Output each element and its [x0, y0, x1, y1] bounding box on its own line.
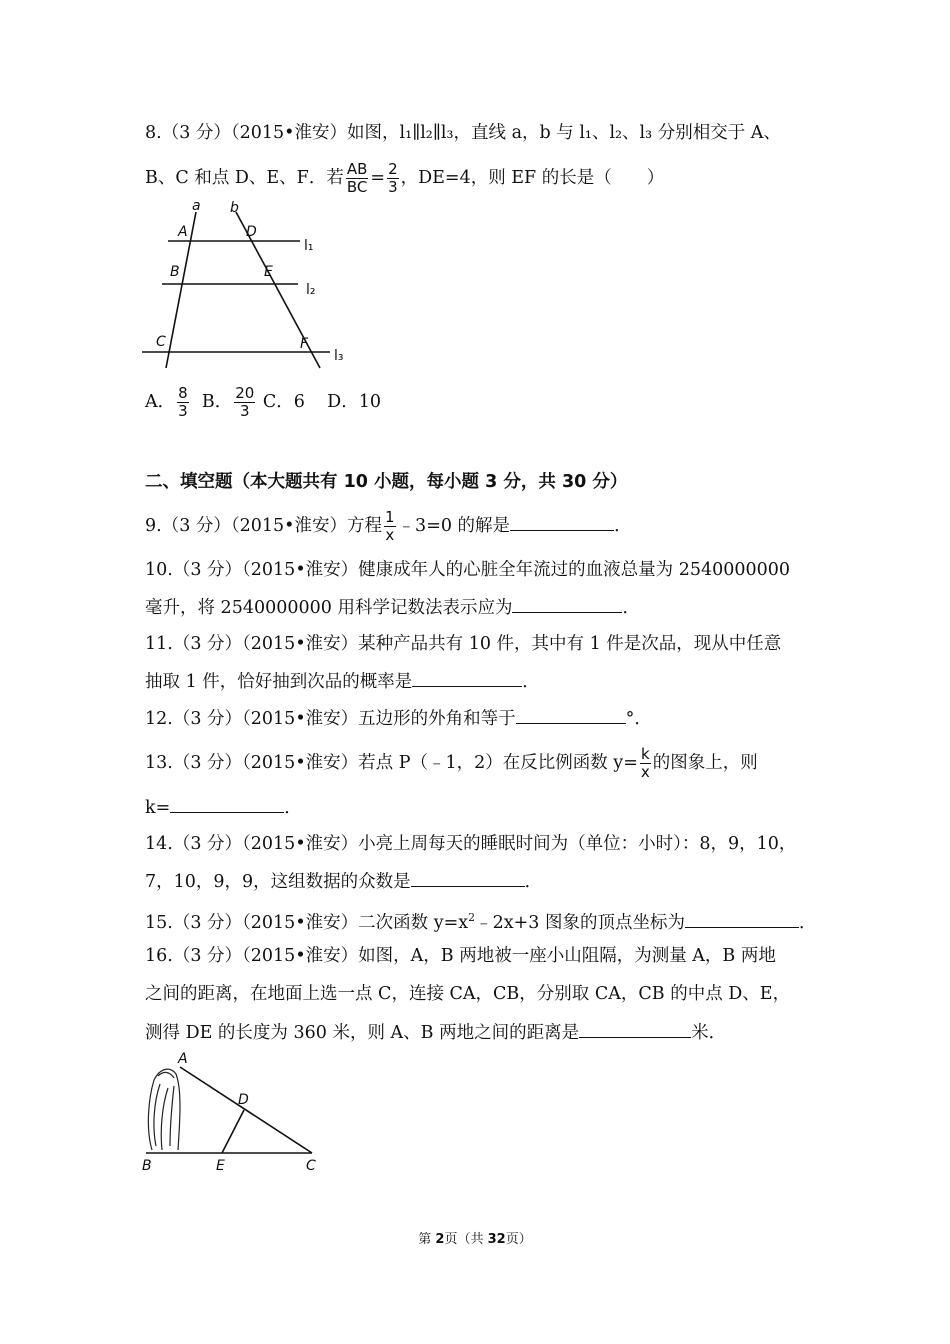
footer-mid: 页（共: [444, 1232, 488, 1247]
option-c: C．6: [262, 392, 305, 412]
q10-answer-blank[interactable]: [512, 595, 622, 613]
q10-post: ．: [622, 598, 640, 618]
label-C: C: [156, 334, 166, 350]
section-heading: 二、填空题（本大题共有 10 小题，每小题 3 分，共 30 分）: [145, 472, 628, 492]
option-a-num: 8: [178, 384, 188, 402]
label-C: C: [306, 1158, 316, 1174]
footer-page-number: 2: [435, 1232, 445, 1247]
q11-line2: [145, 669, 540, 694]
q13-mid: 的图象上，则: [652, 753, 758, 773]
q8-line1: 8.（3 分）（2015•淮安）如图，l₁∥l₂∥l₃，直线 a，b 与 l₁、l₂、l₃ 分别相交于 A、: [145, 123, 781, 143]
q11-line1: 11.（3 分）（2015•淮安）某种产品共有 10 件，其中有 1 件是次品，现从中任意: [145, 634, 782, 654]
q9-mid: ﹣3=0 的解是: [397, 516, 511, 536]
label-D: D: [246, 224, 257, 240]
q15: [145, 906, 817, 935]
page-footer: [0, 1228, 950, 1247]
label-A: A: [178, 224, 188, 240]
q15-answer-blank[interactable]: [685, 910, 799, 928]
q13-post: ．: [284, 798, 302, 818]
footer-pre: 第: [418, 1232, 436, 1247]
footer-post: 页）: [505, 1232, 532, 1247]
q13-answer-blank[interactable]: [170, 795, 284, 813]
q14-post: ．: [524, 872, 543, 892]
q8-line2-post: ，DE=4，则 EF 的长是（ ）: [400, 168, 665, 188]
q13-line1: [145, 746, 758, 781]
q16-line2: 之间的距离，在地面上选一点 C，连接 CA，CB，分别取 CA，CB 的中点 D、E，: [145, 984, 791, 1004]
q9: [145, 509, 632, 544]
q14-line1: 14.（3 分）（2015•淮安）小亮上周每天的睡眠时间为（单位：小时）：8，9，10，: [145, 834, 797, 854]
q8-line2: [145, 161, 664, 196]
option-b-fraction: [234, 385, 255, 420]
q8-parallel-lines-figure: [140, 198, 360, 370]
q8-frac2-num: 2: [388, 160, 398, 178]
q16-post: 米．: [691, 1023, 727, 1043]
q10-line1: 10.（3 分）（2015•淮安）健康成年人的心脏全年流过的血液总量为 2540000000: [145, 560, 791, 580]
label-l3: l₃: [334, 348, 344, 364]
segment-AC: [180, 1067, 312, 1153]
q12-post: °．: [625, 709, 652, 729]
option-a-fraction: [177, 385, 189, 420]
q8-fraction-ab-bc: [346, 161, 369, 196]
q13-fraction: [640, 746, 651, 781]
q15-superscript: 2: [468, 911, 476, 924]
label-F: F: [300, 336, 309, 352]
q8-line2-pre: B、C 和点 D、E、F．若: [145, 168, 344, 188]
label-E: E: [216, 1158, 225, 1174]
q16-line3: [145, 1020, 726, 1045]
segment-DE: [222, 1110, 244, 1153]
q8-fraction-2-3: [387, 161, 399, 196]
label-b: b: [230, 200, 239, 216]
label-E: E: [264, 264, 273, 280]
q15-post: ．: [799, 912, 817, 933]
option-d: D．10: [327, 392, 381, 412]
q16-line3-text: 测得 DE 的长度为 360 米，则 A、B 两地之间的距离是: [145, 1023, 580, 1043]
label-B: B: [170, 264, 180, 280]
q9-post: ．: [614, 516, 632, 536]
q8-equals: =: [370, 168, 386, 188]
q11-line2-text: 抽取 1 件，恰好抽到次品的概率是: [145, 672, 413, 692]
q14-line2-text: 7，10，9，9，这组数据的众数是: [145, 872, 411, 892]
label-a: a: [192, 198, 201, 214]
q15-mid: ﹣2x+3 图象的顶点坐标为: [475, 912, 685, 933]
q12-pre: 12.（3 分）（2015•淮安）五边形的外角和等于: [145, 709, 516, 729]
q15-pre: 15.（3 分）（2015•淮安）二次函数 y=x: [145, 912, 469, 933]
q14-line2: [145, 869, 542, 894]
q13-line2-text: k=: [145, 798, 171, 818]
label-A: A: [178, 1051, 188, 1067]
q11-post: ．: [522, 672, 540, 692]
option-b-den: 3: [239, 402, 250, 420]
q11-answer-blank[interactable]: [412, 669, 522, 687]
footer-total-pages: 32: [487, 1232, 506, 1247]
option-b-label: B．: [201, 392, 233, 412]
option-a-den: 3: [178, 402, 188, 420]
option-a-label: A．: [145, 392, 176, 412]
hill-sketch: [148, 1069, 180, 1150]
q9-frac-den: x: [385, 526, 395, 544]
q9-frac-num: 1: [385, 508, 395, 526]
q8-options: [145, 385, 381, 420]
q13-frac-num: k: [640, 745, 650, 763]
q13-pre: 13.（3 分）（2015•淮安）若点 P（﹣1，2）在反比例函数 y=: [145, 753, 638, 773]
q9-pre: 9.（3 分）（2015•淮安）方程: [145, 516, 383, 536]
q8-frac1-num: AB: [346, 160, 368, 178]
q13-frac-den: x: [640, 763, 650, 781]
q14-answer-blank[interactable]: [411, 869, 525, 887]
q10-line2-text: 毫升，将 2540000000 用科学记数法表示应为: [145, 598, 513, 618]
q16-answer-blank[interactable]: [579, 1020, 691, 1038]
q12-answer-blank[interactable]: [516, 706, 626, 724]
q9-fraction: [384, 509, 396, 544]
label-D: D: [238, 1092, 249, 1108]
q10-line2: [145, 595, 640, 620]
q16-line1: 16.（3 分）（2015•淮安）如图，A，B 两地被一座小山阻隔，为测量 A，B 两地: [145, 946, 776, 966]
q9-answer-blank[interactable]: [510, 513, 614, 531]
label-l2: l₂: [306, 282, 316, 298]
q8-frac1-den: BC: [346, 178, 368, 196]
label-B: B: [142, 1158, 152, 1174]
q8-frac2-den: 3: [388, 178, 398, 196]
label-l1: l₁: [304, 238, 314, 254]
q16-triangle-figure: [140, 1050, 330, 1175]
q13-line2: [145, 795, 302, 820]
option-b-num: 20: [235, 384, 255, 402]
q12: [145, 706, 652, 731]
